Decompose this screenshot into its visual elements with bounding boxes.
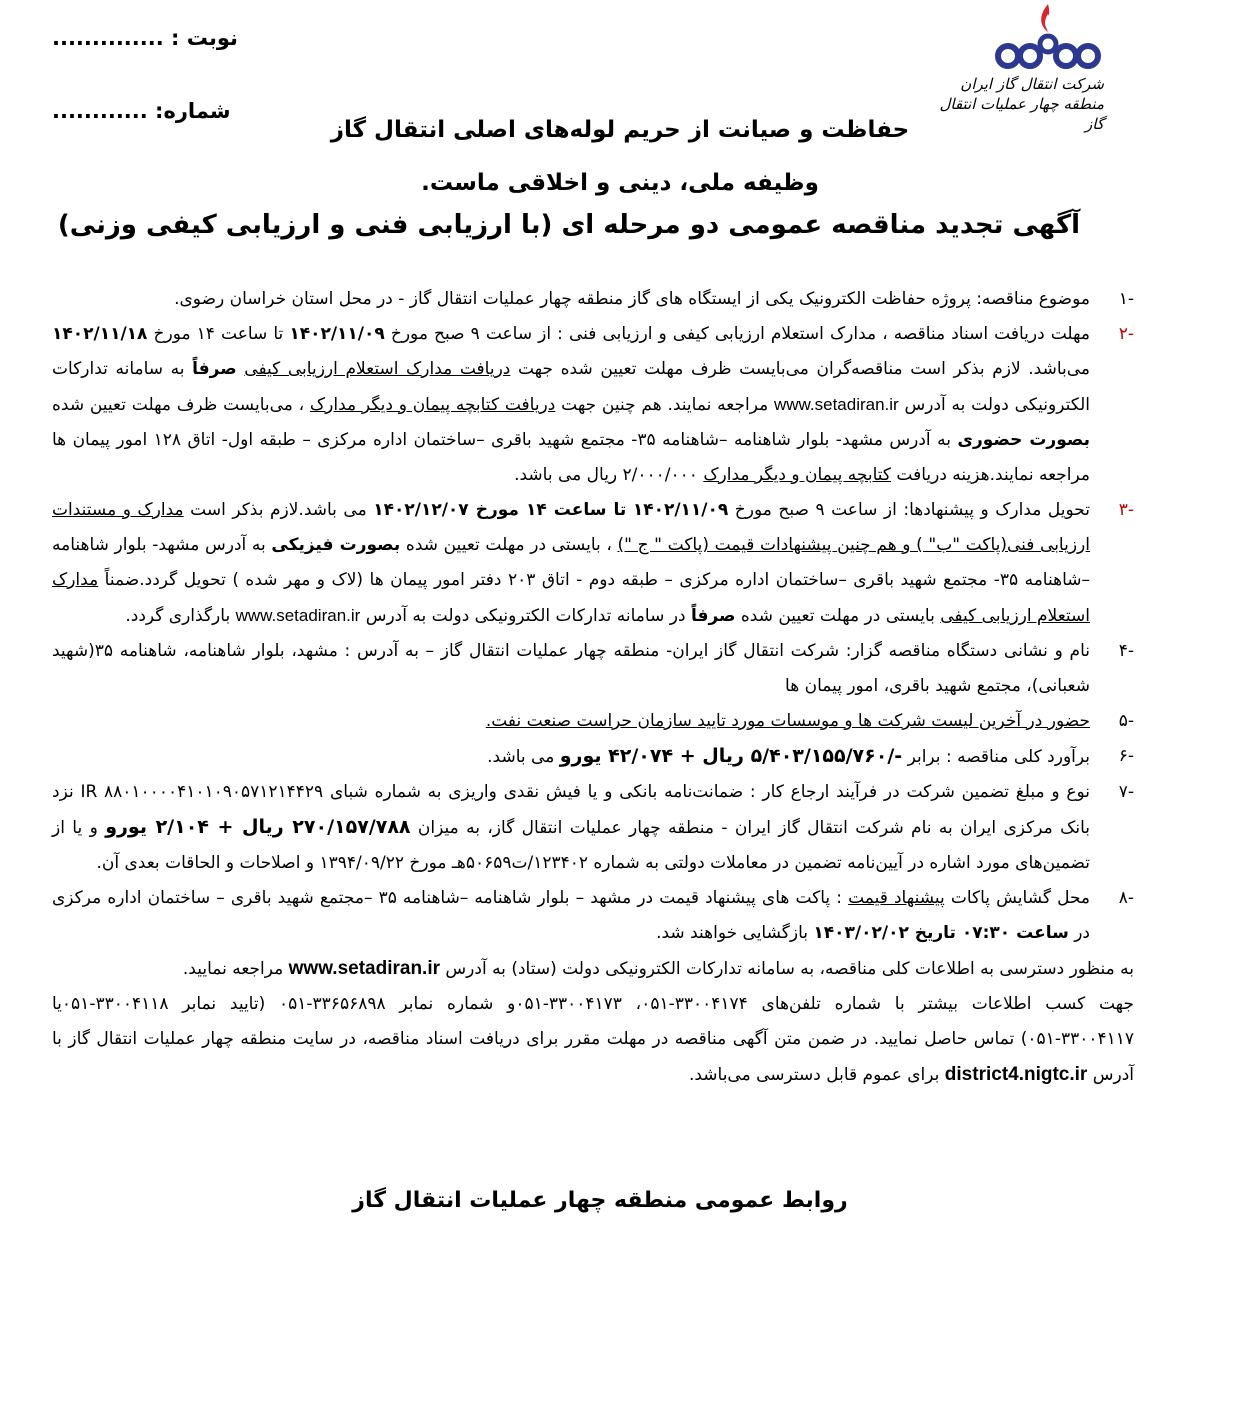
shomare-field xyxy=(52,99,231,123)
note-text: مراجعه نمایید. xyxy=(182,959,284,979)
item-text: بارگذاری گردد. xyxy=(125,606,231,626)
guarantee-amount: ۲۷۰/۱۵۷/۷۸۸ ریال + ۲/۱۰۴ یورو xyxy=(105,816,411,838)
item-4 xyxy=(52,634,1134,704)
estimate-amount: -/۵/۴۰۳/۱۵۵/۷۶۰ ریال + ۴۲/۰۷۴ یورو xyxy=(559,745,903,767)
bold-text: صرفاً xyxy=(690,606,736,626)
item-text: ، می‌بایست ظرف مهلت تعیین شده xyxy=(52,395,305,415)
item-text: : پاکت های پیشنهاد قیمت در مشهد – بلوار شاهنامه –شاهنامه ۳۵ –مجتمع شهید باقری – ساختمان اداره مرکزی در xyxy=(52,888,1090,943)
item-text: مهلت دریافت اسناد مناقصه ، مدارک استعلام ارزیابی کیفی و ارزیابی فنی : از ساعت ۹ صبح مورخ xyxy=(390,324,1090,344)
item-7 xyxy=(52,775,1134,881)
bold-text: صرفاً xyxy=(192,359,237,379)
nobat-field xyxy=(52,26,238,50)
note-2 xyxy=(52,987,1134,1093)
item-text: در سامانه تدارکات الکترونیکی دولت به آدرس xyxy=(365,606,686,626)
underlined-text: پیشنهاد قیمت xyxy=(848,888,945,908)
iban-number: IR ۸۸۰۱۰۰۰۰۴۱۰۱۰۹۰۵۷۱۲۱۴۴۲۹ xyxy=(80,782,324,802)
logo-caption xyxy=(934,74,1104,134)
item-number: -۴ xyxy=(1118,641,1134,661)
item-text: موضوع مناقصه: پروژه حفاظت الکترونیک یکی از ایستگاه های گاز منطقه چهار عملیات انتقال گاز - در محل استان خراسان رضوی. xyxy=(174,289,1090,309)
item-text: و یا از تضمین‌های مورد اشاره در آیین‌نامه تضمین در معاملات دولتی به شماره ۱۲۳۴۰۲/ت۵۰۶۵۹هـ مورخ ۱۳۹۴/۰۹/۲۲ و اصلاحات و الحاقات بعدی آن. xyxy=(52,818,1090,873)
item-number: -۸ xyxy=(1118,888,1134,908)
website-link[interactable]: www.setadiran.ir xyxy=(235,606,361,625)
note-1 xyxy=(52,951,1134,987)
title-line3: آگهی تجدید مناقصه عمومی دو مرحله ای (با ارزیابی فنی و ارزیابی کیفی وزنی) xyxy=(57,210,1080,240)
date: ۱۴۰۲/۱۱/۰۹ xyxy=(289,324,385,344)
underlined-text: دریافت مدارک استعلام ارزیابی کیفی xyxy=(244,359,511,379)
underlined-text: مدارک و مستندات ارزیابی فنی(پاکت "ب" ) و هم چنین پیشنهادات قیمت (پاکت " ج ") xyxy=(52,500,1090,555)
district-website-link[interactable]: district4.nigtc.ir xyxy=(944,1064,1088,1085)
website-link[interactable]: www.setadiran.ir xyxy=(288,958,440,979)
item-text: ۲/۰۰۰/۰۰۰ ریال می باشد. xyxy=(514,465,698,485)
item-1 xyxy=(52,282,1134,317)
nigc-logo-icon xyxy=(986,0,1106,78)
title-line1: حفاظت و صیانت از حریم لوله‌های اصلی انتقال گاز xyxy=(330,117,910,143)
item-number: -۶ xyxy=(1118,746,1134,766)
item-text: مراجعه نمایند. هم چنین جهت xyxy=(561,395,769,415)
logo-caption-line1: شرکت انتقال گاز ایران xyxy=(960,75,1104,93)
shomare-label: شماره: xyxy=(155,99,231,123)
website-link[interactable]: www.setadiran.ir xyxy=(774,395,899,414)
nobat-label: نوبت : xyxy=(171,26,238,50)
item-8 xyxy=(52,881,1134,951)
item-text: محل گشایش پاکات xyxy=(950,888,1091,908)
item-number: -۵ xyxy=(1118,711,1134,731)
title-line2: وظیفه ملی، دینی و اخلاقی ماست. xyxy=(421,170,819,196)
item-text: بازگشایی خواهند شد. xyxy=(656,923,808,943)
nobat-dots: .............. xyxy=(52,26,164,50)
item-6 xyxy=(52,739,1134,775)
item-5 xyxy=(52,704,1134,739)
item-text: نزد بانک مرکزی ایران به نام شرکت انتقال گاز ایران - منطقه چهار عملیات انتقال گاز، به میزان xyxy=(52,782,1090,838)
notice-body xyxy=(52,282,1134,1093)
item-text: برآورد کلی مناقصه : برابر xyxy=(907,747,1090,767)
item-text: می باشد. xyxy=(487,747,555,767)
footer-signature: روابط عمومی منطقه چهار عملیات انتقال گاز xyxy=(352,1188,848,1213)
opening-time: ساعت ۰۷:۳۰ تاریخ ۱۴۰۳/۰۲/۰۲ xyxy=(813,923,1069,943)
underlined-text: مدارک استعلام ارزیابی کیفی xyxy=(52,570,1090,626)
date: ۱۴۰۲/۱۱/۱۸ xyxy=(52,324,148,344)
underlined-text: دریافت کتابچه پیمان و دیگر مدارک xyxy=(309,395,556,415)
item-text: می‌باشد. لازم بذکر است مناقصه‌گران می‌بایست ظرف مهلت تعیین شده جهت xyxy=(517,359,1091,379)
item-2 xyxy=(52,317,1134,493)
item-text: به آدرس مشهد- بلوار شاهنامه –شاهنامه ۳۵- مجتمع شهید باقری –ساختمان اداره مرکزی – طبقه دوم - اتاق ۲۰۳ دفتر امور پیمان ها (لاک و مهر شده ) تحویل گردد.ضمناً xyxy=(52,535,1090,590)
shomare-dots: ............ xyxy=(52,99,148,123)
item-text: به سامانه تدارکات الکترونیکی دولت به آدرس xyxy=(52,359,1091,415)
item-text: تحویل مدارک و پیشنهادها: از ساعت ۹ صبح مورخ xyxy=(734,500,1091,520)
item-text: به آدرس مشهد- بلوار شاهنامه –شاهنامه ۳۵- مجتمع شهید باقری –ساختمان اداره مرکزی – طبقه اول- اتاق ۱۲۸ امور پیمان ها مراجعه نمایند.هزینه دریافت xyxy=(52,430,1090,485)
item-text: حضور در آخرین لیست شرکت ها و موسسات مورد تایید سازمان حراست صنعت نفت. xyxy=(485,711,1090,731)
item-3 xyxy=(52,493,1134,634)
item-number: -۳ xyxy=(1118,500,1134,520)
date: ۱۴۰۲/۱۱/۰۹ xyxy=(632,500,729,520)
item-text: ، بایستی در مهلت تعیین شده xyxy=(405,535,612,555)
item-text: می باشد.لازم بذکر است xyxy=(190,500,367,520)
item-number: -۲ xyxy=(1118,324,1134,344)
item-text: نام و نشانی دستگاه مناقصه گزار: شرکت انتقال گاز ایران- منطقه چهار عملیات انتقال گاز – به آدرس : مشهد، بلوار شاهنامه، شاهنامه ۳۵(شهید شعبانی)، مجتمع شهید باقری، امور پیمان ها xyxy=(52,641,1090,696)
bold-text: بصورت فیزیکی xyxy=(271,535,401,555)
logo-caption-line2: منطقه چهار عملیات انتقال گاز xyxy=(939,95,1104,133)
item-text: تا ساعت ۱۴ مورخ xyxy=(153,324,284,344)
note-text: به منظور دسترسی به اطلاعات کلی مناقصه، به سامانه تدارکات الکترونیکی دولت (ستاد) به آدرس xyxy=(445,959,1134,979)
underlined-text: کتابچه پیمان و دیگر مدارک xyxy=(703,465,891,485)
item-text: نوع و مبلغ تضمین شرکت در فرآیند ارجاع کار : ضمانت‌نامه بانکی و یا فیش نقدی واریزی به شماره شبای xyxy=(329,782,1091,802)
note-text: برای عموم قابل دسترسی می‌باشد. xyxy=(688,1065,940,1085)
date: تا ساعت ۱۴ مورخ ۱۴۰۲/۱۲/۰۷ xyxy=(373,500,627,520)
note-text: جهت کسب اطلاعات بیشتر با شماره تلفن‌های ۳۳۰۰۴۱۷۴-۰۵۱، ۳۳۰۰۴۱۷۳-۰۵۱و شماره نمابر ۳۳۶۵۶۸۹۸-۰۵۱ (تایید نمابر ۳۳۰۰۴۱۱۸-۰۵۱یا ۳۳۰۰۴۱۱۷-۰۵۱) تماس حاصل نمایید. در ضمن متن آگهی مناقصه در مهلت مقرر برای دریافت اسناد مناقصه، در سایت منطقه چهار عملیات انتقال گاز با آدرس xyxy=(52,994,1135,1085)
item-number: -۷ xyxy=(1118,782,1134,802)
item-text: بایستی در مهلت تعیین شده xyxy=(740,606,935,626)
bold-text: بصورت حضوری xyxy=(957,430,1091,450)
item-number: -۱ xyxy=(1118,289,1134,309)
